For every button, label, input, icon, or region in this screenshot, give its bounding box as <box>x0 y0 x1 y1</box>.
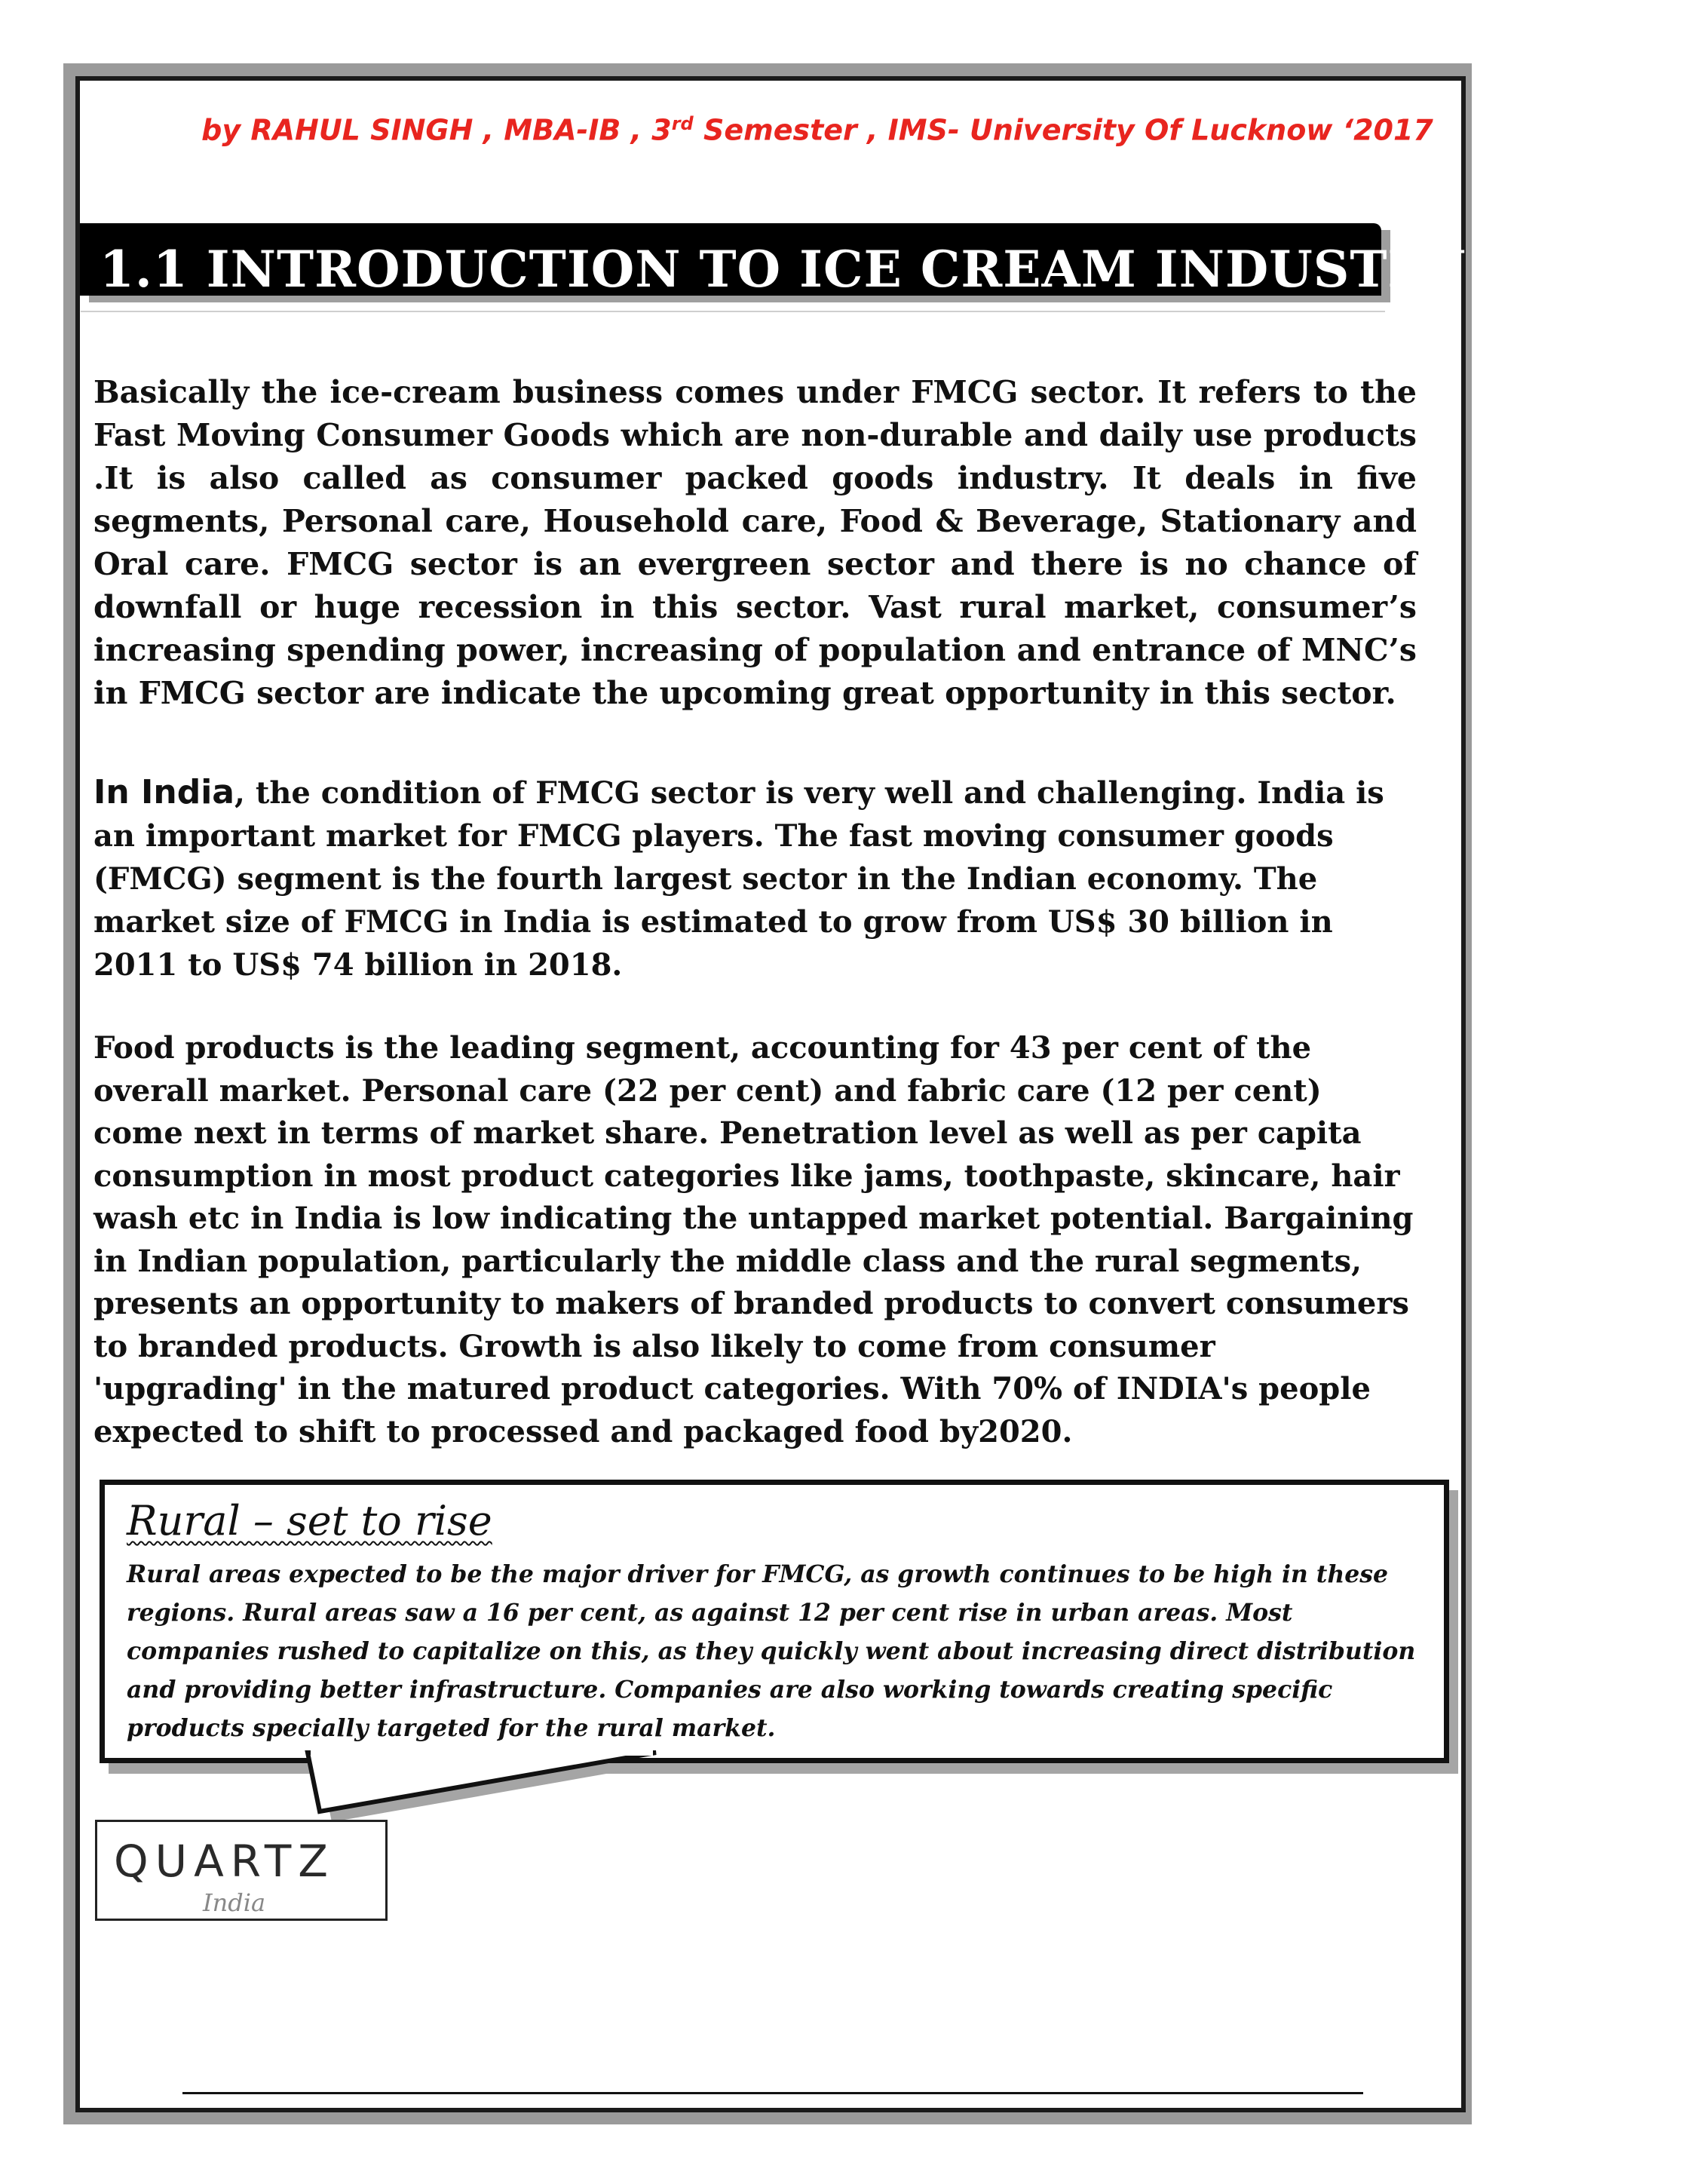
byline-superscript: rd <box>671 113 694 134</box>
paragraph-india-market <box>93 771 1417 986</box>
logo-subtitle: India <box>203 1888 266 1917</box>
paragraph-fmcg-intro: Basically the ice-cream business comes under FMCG sector. It refers to the Fast Moving Consumer Goods which are non-durable and daily use products .It is also called as consumer packed goods industry. It deals in five segments, Personal care, Household care, Food & Beverage, Stationary and Oral care. FMCG sector is an evergreen sector and there is no chance of downfall or huge recession in this sector. Vast rural market, consumer’s increasing spending power, increasing of population and entrance of MNC’s in FMCG sector are indicate the upcoming great opportunity in this sector. <box>93 374 1417 711</box>
quartz-india-logo <box>95 1820 388 1921</box>
callout-text: Rural areas expected to be the major driver for FMCG, as growth continues to be high in these regions. Rural areas saw a 16 per cent, as against 12 per cent rise in urban areas. Most companies rushed to capitalize on this, as they quickly went about increasing direct distribution and providing better infrastructure. Companies are also working towards creating specific products specially targeted for the rural market. <box>127 1560 1416 1742</box>
heading-rule <box>81 311 1385 312</box>
byline-suffix: Semester , IMS- University Of Lucknow ‘2017 <box>693 113 1433 147</box>
author-byline <box>0 113 1544 147</box>
logo-wordmark: QUARTZ <box>114 1836 336 1887</box>
paragraph-india-body: , the condition of FMCG sector is very well and challenging. India is an important market for FMCG players. The fast moving consumer goods (FMCG) segment is the fourth largest sector in the Indian economy. The market size of FMCG in India is estimated to grow from US$ 30 billion in 2011 to US$ 74 billion in 2018. <box>93 775 1384 983</box>
section-heading-bar <box>80 223 1707 299</box>
byline-prefix: by RAHUL SINGH , MBA-IB , 3 <box>201 113 672 147</box>
callout-title: Rural – set to rise <box>127 1497 492 1544</box>
footer-rule <box>182 2092 1363 2094</box>
section-heading: 1.1 INTRODUCTION TO ICE CREAM INDUSTRY [FMCG] <box>100 240 1707 299</box>
paragraph-lead-in: In India <box>93 773 234 811</box>
paragraph-food-segment: Food products is the leading segment, accounting for 43 per cent of the overall market. Personal care (22 per cent) and fabric care (12 per cent) come next in terms of market share. Penetration level as well as per capita consumption in most product categories like jams, toothpaste, skincare, hair wash etc in India is low indicating the untapped market potential. Bargaining in Indian population, particularly the middle class and the rural segments, presents an opportunity to makers of branded products to convert consumers to branded products. Growth is also likely to come from consumer 'upgrading' in the matured product categories. With 70% of INDIA's people expected to shift to processed and packaged food by2020. <box>93 1030 1414 1449</box>
